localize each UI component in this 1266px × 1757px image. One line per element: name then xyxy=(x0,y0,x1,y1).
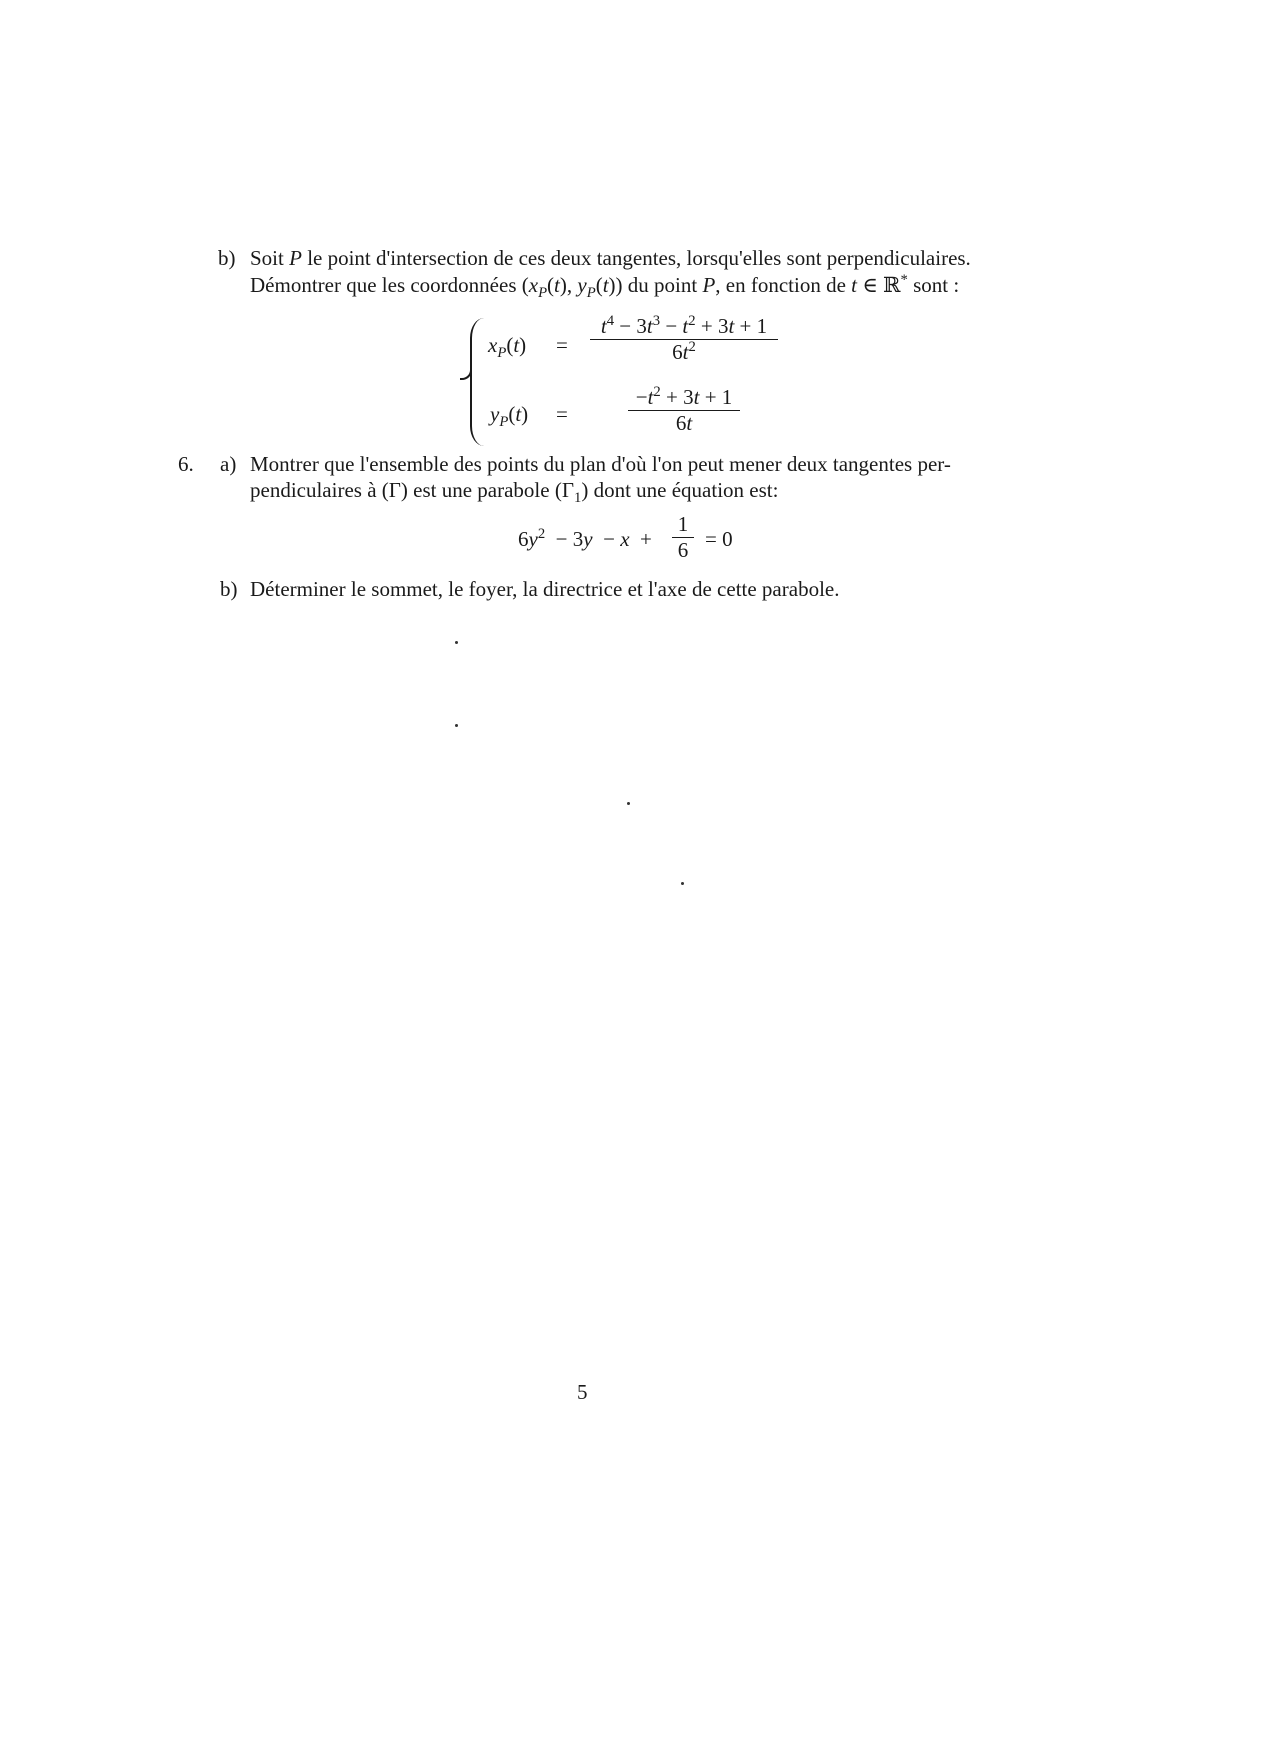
y-fraction xyxy=(628,385,740,436)
equation-fraction xyxy=(672,512,694,563)
part-b-label: b) xyxy=(218,246,236,270)
part-b-line-2: Démontrer que les coordonnées ($x_P(t)$, $y_P(t)$) du point P, en fonction de t ∈ ℝ* sont : xyxy=(250,272,960,302)
scan-speck xyxy=(681,882,684,885)
scan-speck xyxy=(627,802,630,805)
scan-speck xyxy=(455,724,458,727)
question-6a-label: a) xyxy=(220,452,237,476)
equation-frac-denominator: 6 xyxy=(677,538,689,562)
question-6a-line-1: Montrer que l'ensemble des points du plan d'où l'on peut mener deux tangentes per- xyxy=(250,452,951,476)
equation-frac-numerator: 1 xyxy=(677,512,689,536)
question-6-number: 6. xyxy=(178,452,194,476)
page-number: 5 xyxy=(577,1380,588,1404)
equation-right: = 0 xyxy=(705,527,733,551)
x-equals: = xyxy=(556,333,568,357)
scan-speck xyxy=(455,641,458,644)
question-6a-line-2: pendiculaires à (Γ) est une parabole $(\Gamma_1)$ dont une équation est: xyxy=(250,478,779,507)
equation-left: $6y^2 - 3y - x$ + xyxy=(518,526,652,551)
x-numerator: $t^4 - 3t^3 - t^2 + 3t + 1$ xyxy=(600,313,768,338)
part-b-line-1: Soit P le point d'intersection de ces deux tangentes, lorsqu'elles sont perpendiculaires. xyxy=(250,246,971,270)
x-lhs: $x_P(t)$ xyxy=(488,333,527,362)
y-denominator: 6t xyxy=(675,411,693,435)
x-denominator: $6t^2$ xyxy=(672,339,696,364)
left-brace xyxy=(470,318,486,446)
question-6b-label: b) xyxy=(220,577,238,601)
y-equals: = xyxy=(556,402,568,426)
y-numerator: $-t^2 + 3t + 1$ xyxy=(635,384,733,409)
x-fraction xyxy=(590,314,778,365)
y-lhs: $y_P(t)$ xyxy=(490,402,529,431)
question-6b-text: Déterminer le sommet, le foyer, la directrice et l'axe de cette parabole. xyxy=(250,577,840,601)
